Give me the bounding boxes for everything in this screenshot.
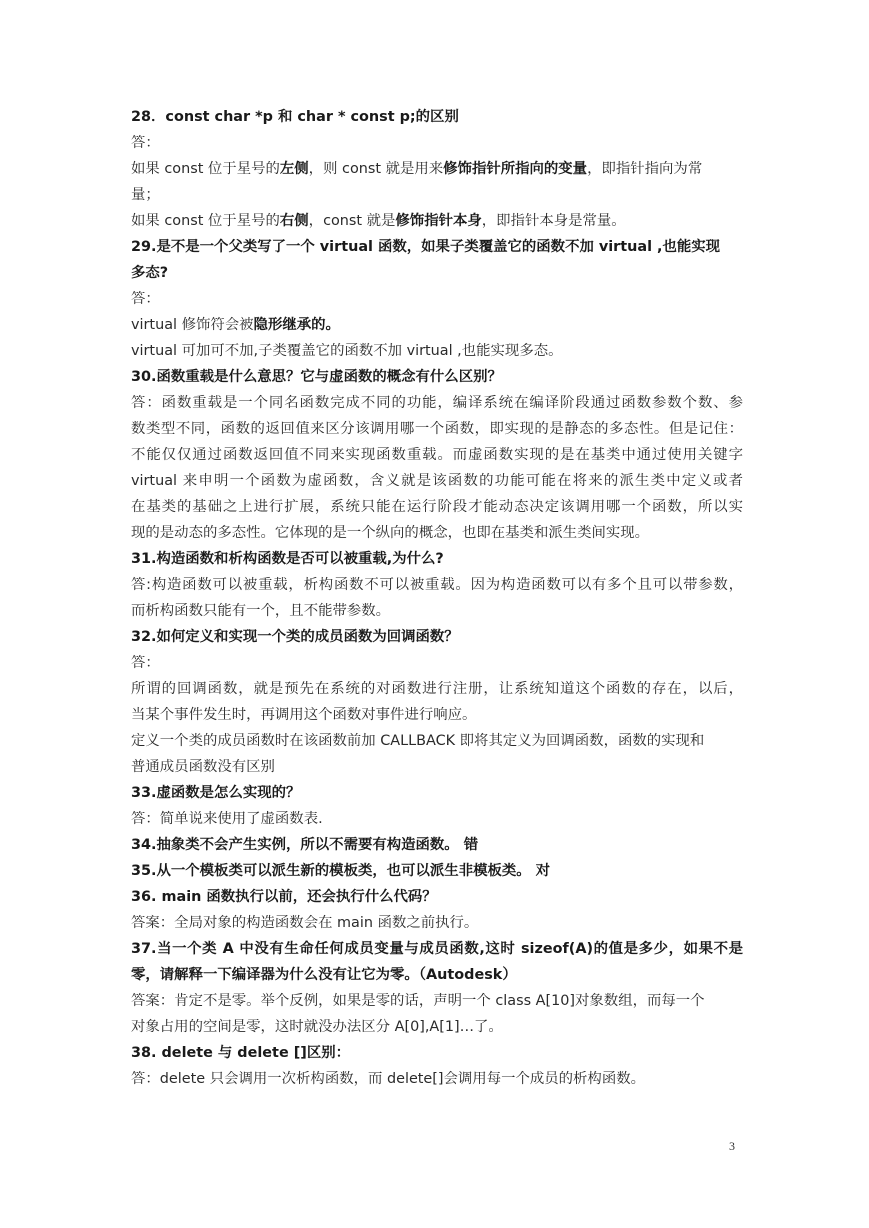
text-segment: 答：函数重载是一个同名函数完成不同的功能，编译系统在编译阶段通过函数参数个数、参 [131, 395, 743, 411]
text-segment: 答：简单说来使用了虚函数表. [131, 811, 323, 827]
text-line [131, 1014, 743, 1040]
question-heading [131, 962, 743, 988]
text-line [131, 390, 743, 416]
text-line [131, 988, 743, 1014]
question-heading [131, 364, 743, 390]
text-segment: 35.从一个模板类可以派生新的模板类，也可以派生非模板类。 对 [131, 863, 551, 879]
text-line [131, 702, 743, 728]
text-segment: 如果 const 位于星号的 [131, 161, 280, 177]
text-segment: 31.构造函数和析构函数是否可以被重载,为什么? [131, 551, 444, 567]
question-heading [131, 104, 743, 130]
text-segment: virtual 修饰符会被 [131, 317, 254, 333]
question-heading [131, 1040, 743, 1066]
text-line [131, 520, 743, 546]
text-segment: 答： [131, 291, 160, 307]
text-line [131, 754, 743, 780]
text-segment: 答：delete 只会调用一次析构函数，而 delete[]会调用每一个成员的析构函数。 [131, 1071, 645, 1087]
text-segment: 定义一个类的成员函数时在该函数前加 CALLBACK 即将其定义为回调函数，函数的实现和 [131, 733, 705, 749]
text-line [131, 676, 743, 702]
text-segment: 零，请解释一下编译器为什么没有让它为零。（Autodesk） [131, 967, 517, 983]
text-segment: 答案：肯定不是零。举个反例，如果是零的话，声明一个 class A[10]对象数组，而每一个 [131, 993, 705, 1009]
text-line [131, 416, 743, 442]
text-line [131, 598, 743, 624]
emphasis-text: 修饰指针本身 [395, 213, 482, 229]
text-line [131, 130, 743, 156]
question-heading [131, 884, 743, 910]
text-segment: 多态? [131, 265, 169, 281]
text-line [131, 650, 743, 676]
question-heading [131, 936, 743, 962]
text-segment: ，const 就是 [308, 213, 396, 229]
emphasis-text: 修饰指针所指向的变量 [443, 161, 588, 177]
text-segment: 36. main 函数执行以前，还会执行什么代码？ [131, 889, 437, 905]
text-line [131, 442, 743, 468]
text-segment: 37.当一个类 A 中没有生命任何成员变量与成员函数,这时 sizeof(A)的值是多少，如果不是 [131, 941, 743, 957]
question-heading [131, 780, 743, 806]
text-line [131, 182, 743, 208]
question-heading [131, 234, 743, 260]
text-segment: 不能仅仅通过函数返回值不同来实现函数重载。而虚函数实现的是在基类中通过使用关键字 [131, 447, 743, 463]
text-segment: 38. delete 与 delete []区别： [131, 1045, 351, 1061]
text-segment: 29.是不是一个父类写了一个 virtual 函数，如果子类覆盖它的函数不加 virtual ,也能实现 [131, 239, 721, 255]
text-segment: 普通成员函数没有区别 [131, 759, 275, 775]
text-segment: 34.抽象类不会产生实例，所以不需要有构造函数。 错 [131, 837, 479, 853]
text-line [131, 572, 743, 598]
emphasis-text: 右侧 [279, 213, 309, 229]
text-segment: ，则 const 就是用来 [308, 161, 444, 177]
text-line [131, 156, 743, 182]
text-segment: 28．const char *p 和 char * const p;的区别 [131, 109, 459, 125]
text-segment: ，即指针本身是常量。 [481, 213, 626, 229]
document-body [131, 104, 743, 1092]
question-heading [131, 624, 743, 650]
text-segment: 30.函数重载是什么意思？它与虚函数的概念有什么区别？ [131, 369, 502, 385]
text-line [131, 910, 743, 936]
text-segment: virtual 可加可不加,子类覆盖它的函数不加 virtual ,也能实现多态。 [131, 343, 563, 359]
text-segment: ，即指针指向为常 [587, 161, 703, 177]
text-line [131, 728, 743, 754]
text-segment: virtual 来申明一个函数为虚函数，含义就是该函数的功能可能在将来的派生类中定义或者 [131, 473, 743, 489]
question-heading [131, 832, 743, 858]
emphasis-text: 左侧 [279, 161, 309, 177]
text-segment: 而析构函数只能有一个，且不能带参数。 [131, 603, 391, 619]
question-heading [131, 858, 743, 884]
text-segment: 量； [131, 187, 160, 203]
question-heading [131, 260, 743, 286]
text-segment: 33.虚函数是怎么实现的？ [131, 785, 301, 801]
text-line [131, 1066, 743, 1092]
text-segment: 答案：全局对象的构造函数会在 main 函数之前执行。 [131, 915, 479, 931]
text-segment: 当某个事件发生时，再调用这个函数对事件进行响应。 [131, 707, 477, 723]
text-line [131, 208, 743, 234]
text-segment: 在基类的基础之上进行扩展，系统只能在运行阶段才能动态决定该调用哪一个函数，所以实 [131, 499, 743, 515]
text-segment: 现的是动态的多态性。它体现的是一个纵向的概念，也即在基类和派生类间实现。 [131, 525, 650, 541]
text-segment: 答:构造函数可以被重载，析构函数不可以被重载。因为构造函数可以有多个且可以带参数， [131, 577, 743, 593]
text-segment: 答： [131, 655, 160, 671]
text-segment: 所谓的回调函数，就是预先在系统的对函数进行注册，让系统知道这个函数的存在，以后， [131, 681, 743, 697]
page-number: 3 [729, 1139, 735, 1153]
text-segment: 对象占用的空间是零，这时就没办法区分 A[0],A[1]…了。 [131, 1019, 503, 1035]
text-line [131, 806, 743, 832]
text-line [131, 494, 743, 520]
emphasis-text: 隐形继承的。 [253, 317, 340, 333]
text-line [131, 286, 743, 312]
text-segment: 32.如何定义和实现一个类的成员函数为回调函数？ [131, 629, 459, 645]
text-line [131, 468, 743, 494]
text-line [131, 338, 743, 364]
text-segment: 答： [131, 135, 160, 151]
text-line [131, 312, 743, 338]
text-segment: 如果 const 位于星号的 [131, 213, 280, 229]
text-segment: 数类型不同，函数的返回值来区分该调用哪一个函数，即实现的是静态的多态性。但是记住： [131, 421, 743, 437]
question-heading [131, 546, 743, 572]
